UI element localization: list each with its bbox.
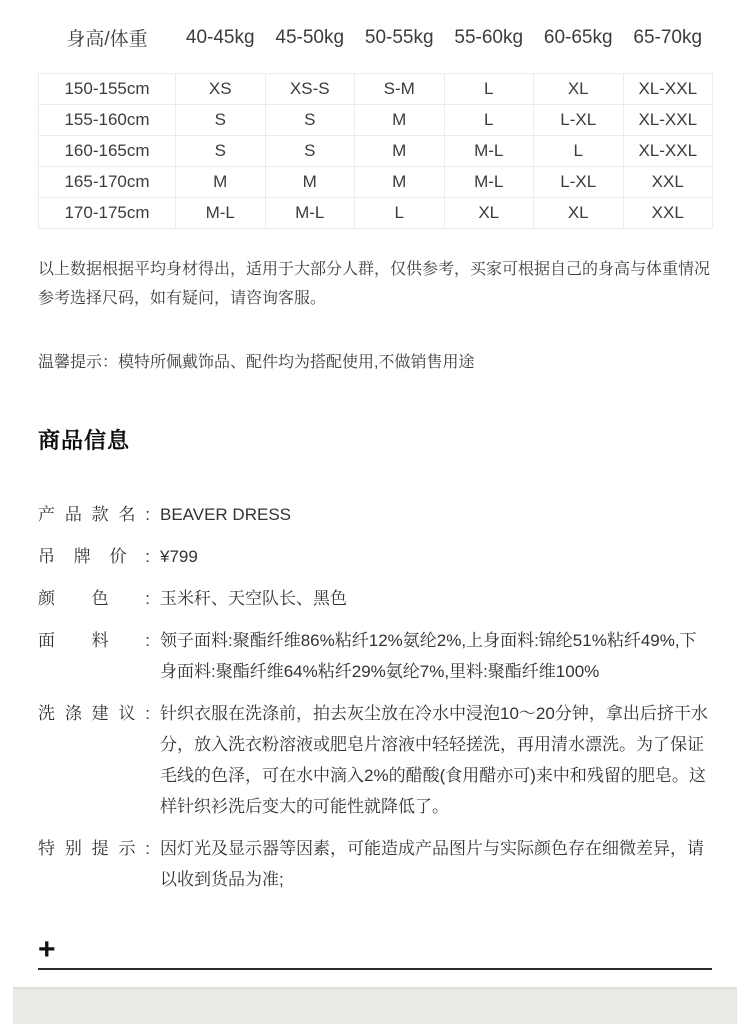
size-chart-header-60-65: 60-65kg [543,26,613,48]
size-cell: M-L [265,198,355,229]
field-label: 产品款名: [38,505,150,524]
size-cell: S-M [355,74,445,105]
size-cell: L [444,74,534,105]
table-row [39,105,713,136]
size-cell: S [265,136,355,167]
size-cell: XS [176,74,266,105]
size-cell: M [355,167,445,198]
row-height-range: 160-165cm [39,136,176,167]
size-cell: S [176,105,266,136]
size-cell: XS-S [265,74,355,105]
size-cell: L-XL [534,105,624,136]
product-info-title: 商品信息 [38,428,131,453]
row-height-range: 155-160cm [39,105,176,136]
field-value: 针织衣服在洗涤前，拍去灰尘放在冷水中浸泡10～20分钟，拿出后挤干水分，放入洗衣粉溶液或肥皂片溶液中轻轻搓洗，再用清水漂洗。为了保证毛线的色泽，可在水中滴入2%的醋酸(食用醋亦可)来中和残留的肥皂。这样针织衫洗后变大的可能性就降低了。 [160,704,708,816]
field-label: 面料: [38,631,150,650]
product-info-fields [38,499,712,895]
warm-tip: 温馨提示：模特所佩戴饰品、配件均为搭配使用,不做销售用途 [38,354,475,371]
size-cell: XXL [623,198,713,229]
table-row [39,136,713,167]
size-chart-header-55-60: 55-60kg [454,26,524,48]
section-divider [38,968,712,970]
size-chart-header-40-45: 40-45kg [185,26,255,48]
size-cell: M [355,136,445,167]
field-label: 特别提示: [38,839,150,858]
field-label: 颜色: [38,589,150,608]
field-value: BEAVER DRESS [160,505,292,524]
plus-icon: + [38,933,56,966]
size-cell: XL [534,74,624,105]
page-content [0,24,750,1018]
size-cell: L [444,105,534,136]
table-row [39,167,713,198]
size-cell: XL-XXL [623,136,713,167]
row-height-range: 165-170cm [39,167,176,198]
field-label: 吊牌价: [38,547,150,566]
field-label: 洗涤建议: [38,704,150,723]
table-row [39,74,713,105]
size-cell: L [355,198,445,229]
field-fabric [38,625,712,687]
field-value: ¥799 [160,547,198,566]
row-height-range: 170-175cm [39,198,176,229]
field-wash-advice [38,698,712,822]
size-cell: S [176,136,266,167]
size-cell: L [534,136,624,167]
field-value: 领子面料:聚酯纤维86%粘纤12%氨纶2%,上身面料:锦纶51%粘纤49%,下身面料:聚酯纤维64%粘纤29%氨纶7%,里料:聚酯纤维100% [160,631,697,681]
field-special-note [38,833,712,895]
size-cell: XL-XXL [623,74,713,105]
field-value: 因灯光及显示器等因素，可能造成产品图片与实际颜色存在细微差异，请以收到货品为准; [160,839,704,889]
size-chart-header-row [39,24,713,74]
size-cell: M-L [176,198,266,229]
model-photo-top-edge [13,987,737,1024]
size-cell: M [265,167,355,198]
size-cell: M-L [444,167,534,198]
field-tag-price [38,541,712,572]
size-cell: S [265,105,355,136]
size-cell: M [355,105,445,136]
size-chart-header-50-55: 50-55kg [364,26,434,48]
size-chart-header-height-weight: 身高/体重 [66,29,148,50]
field-product-name [38,499,712,530]
size-chart-header-65-70: 65-70kg [633,26,703,48]
size-cell: M-L [444,136,534,167]
row-height-range: 150-155cm [39,74,176,105]
product-detail-page [0,24,750,1024]
size-cell: XL [444,198,534,229]
table-row [39,198,713,229]
size-cell: XXL [623,167,713,198]
size-cell: M [176,167,266,198]
size-cell: XL-XXL [623,105,713,136]
field-value: 玉米秆、天空队长、黑色 [160,589,347,608]
size-chart-header-45-50: 45-50kg [275,26,345,48]
size-cell: XL [534,198,624,229]
size-chart-note: 以上数据根据平均身材得出，适用于大部分人群，仅供参考，买家可根据自己的身高与体重情况参考选择尺码，如有疑问，请咨询客服。 [38,261,711,307]
size-chart-table [38,24,713,229]
size-cell: L-XL [534,167,624,198]
field-color [38,583,712,614]
